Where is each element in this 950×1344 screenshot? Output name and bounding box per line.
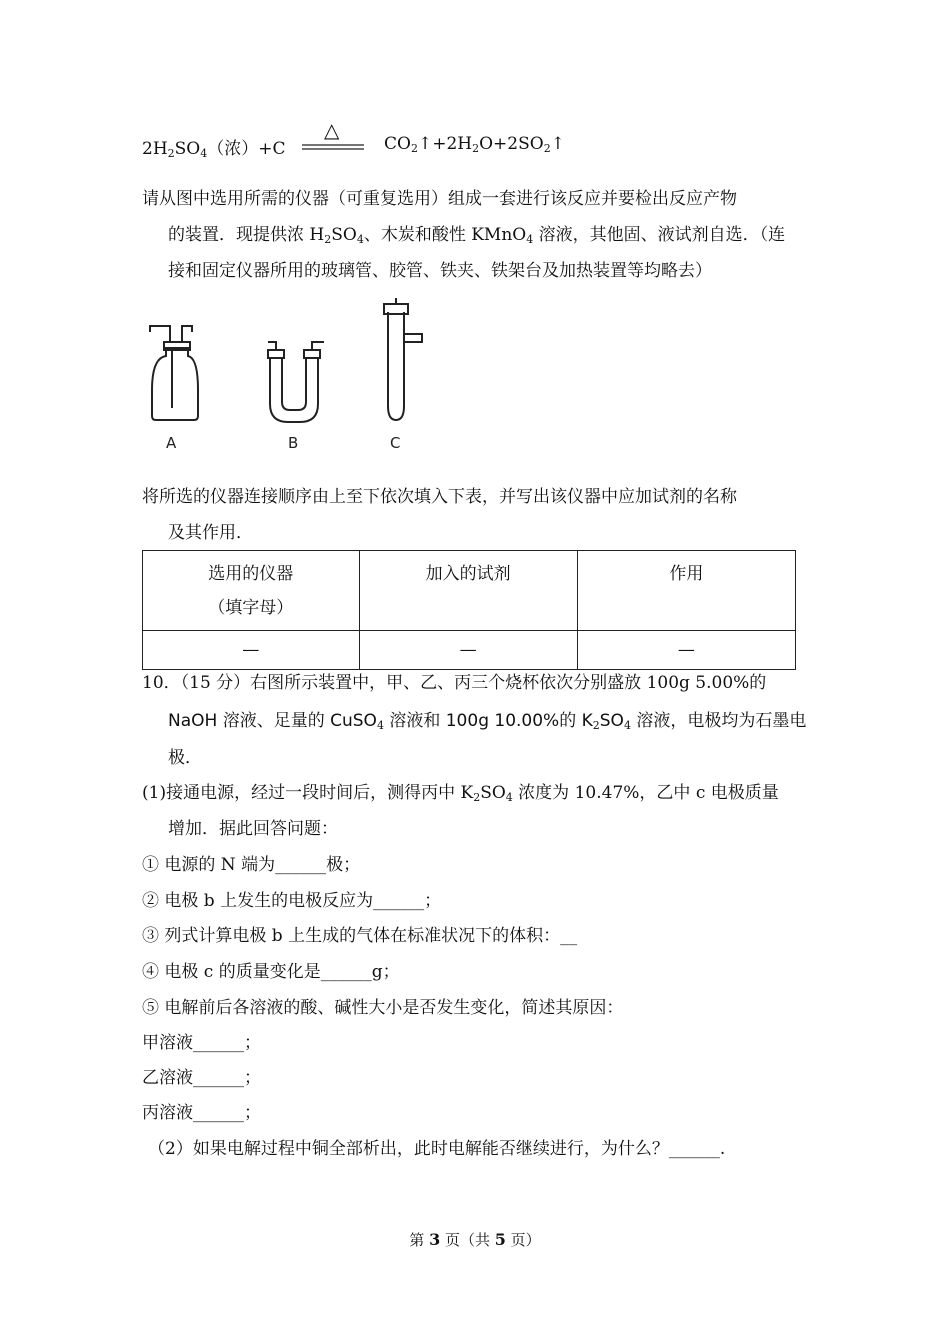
q10-line-3: 极． (168, 748, 202, 768)
eq-sub: 2 (472, 142, 480, 155)
sub: 2 (592, 719, 600, 732)
sub-question-4: ④ 电极 c 的质量变化是______g； (142, 962, 400, 982)
label-a: A (166, 434, 177, 452)
eq-sub: 2 (410, 142, 418, 155)
apparatus-drawing (140, 298, 440, 456)
sub: 4 (623, 719, 631, 732)
label-b: B (288, 434, 299, 452)
text: (1)接通电源，经过一段时间后，测得丙中 K (142, 783, 474, 803)
text: SO (331, 225, 357, 245)
eq-text: SO (174, 139, 201, 159)
answer-bing: 丙溶液______； (142, 1103, 261, 1123)
q10-line-1: 10．（15 分）右图所示装置中，甲、乙、丙三个烧杯依次分别盛放 100g 5.00%的 (142, 673, 767, 693)
text: 溶液，电极均为石墨电 (630, 711, 807, 731)
page-total: 5 (494, 1230, 506, 1249)
text: NaOH 溶液、足量的 CuSO (168, 711, 377, 731)
table-row (143, 631, 796, 670)
table-header-row (143, 551, 796, 631)
q9-instruction-line-2: 及其作用． (168, 523, 253, 543)
sub: 2 (473, 791, 481, 804)
label-c: C (390, 434, 401, 452)
page-number: 3 (429, 1230, 441, 1249)
eq-sub: 2 (167, 147, 175, 160)
text: 的装置．现提供浓 H (168, 225, 325, 245)
q9-instruction-line-1: 将所选的仪器连接顺序由上至下依次填入下表，并写出该仪器中应加试剂的名称 (142, 487, 737, 507)
footer-text: 第 (409, 1231, 430, 1249)
eq-text: （浓）+C (207, 139, 286, 159)
sub: 4 (505, 791, 513, 804)
answer-yi: 乙溶液______； (142, 1068, 261, 1088)
header-text: （填字母） (208, 598, 294, 618)
footer-text: 页） (505, 1231, 541, 1249)
header-function: 作用 (577, 551, 795, 631)
page-footer (0, 1229, 950, 1250)
reaction-products (384, 134, 565, 155)
sub: 4 (526, 233, 534, 246)
eq-text: ↑ (550, 134, 565, 154)
eq-text: ↑+2H (417, 134, 473, 154)
table-cell[interactable]: — (143, 631, 360, 670)
header-text: 选用的仪器 (208, 564, 294, 584)
text: SO (480, 783, 506, 803)
heat-symbol: △ (324, 118, 340, 142)
sub-question-2: ② 电极 b 上发生的电极反应为______； (142, 891, 442, 911)
sub-question-3: ③ 列式计算电极 b 上生成的气体在标准状况下的体积：__ (142, 926, 578, 946)
eq-text: 2H (142, 139, 168, 159)
q10-part1-line-2: 增加．据此回答问题： (168, 819, 338, 839)
table-cell[interactable]: — (359, 631, 577, 670)
header-instrument (143, 551, 360, 631)
q10-part2: （2）如果电解过程中铜全部析出，此时电解能否继续进行，为什么？______. (148, 1139, 726, 1159)
answer-table (142, 550, 796, 670)
reaction-condition-arrow (302, 118, 364, 154)
text: 溶液和 100g 10.00%的 K (383, 711, 593, 731)
equals-lines (302, 124, 364, 154)
answer-jia: 甲溶液______； (142, 1033, 261, 1053)
header-reagent: 加入的试剂 (359, 551, 577, 631)
q9-line-1: 请从图中选用所需的仪器（可重复选用）组成一套进行该反应并要检出反应产物 (142, 189, 737, 209)
q10-part1-line-1 (142, 778, 779, 804)
text: SO (599, 711, 624, 731)
eq-sub: 4 (200, 147, 208, 160)
q9-line-2 (142, 220, 785, 246)
text: 溶液，其他固、液试剂自选．（连 (533, 225, 786, 245)
sub-question-1: ① 电源的 N 端为______极； (142, 855, 361, 875)
eq-text: O+2SO (479, 134, 544, 154)
q9-line-3: 接和固定仪器所用的玻璃管、胶管、铁夹、铁架台及加热装置等均略去） (168, 261, 712, 281)
table-cell[interactable]: — (577, 631, 795, 670)
reaction-equation (142, 134, 286, 160)
footer-text: 页（共 (440, 1231, 495, 1249)
eq-sub: 2 (543, 142, 551, 155)
sub-question-5: ⑤ 电解前后各溶液的酸、碱性大小是否发生变化，简述其原因： (142, 998, 624, 1018)
text: 、木炭和酸性 KMnO (363, 225, 527, 245)
eq-text: CO (384, 134, 411, 154)
text: 浓度为 10.47%，乙中 c 电极质量 (512, 783, 779, 803)
sub: 4 (356, 233, 364, 246)
apparatus-figure (140, 298, 440, 456)
sub: 2 (324, 233, 332, 246)
sub: 4 (376, 719, 384, 732)
q10-line-2 (142, 706, 806, 732)
